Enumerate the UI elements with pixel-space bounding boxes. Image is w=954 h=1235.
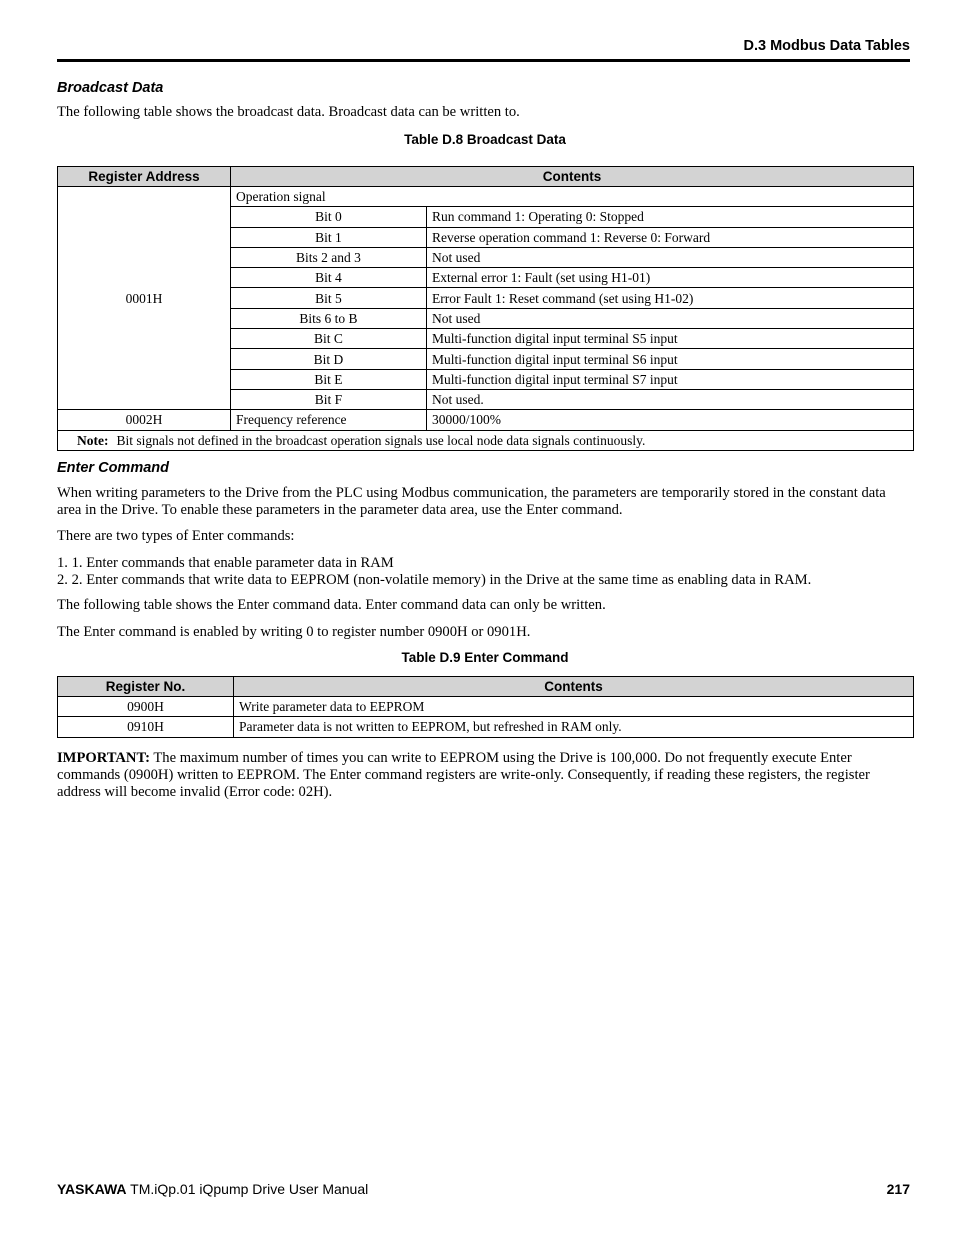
column-header-register-no: Register No. [58, 677, 234, 697]
bit-cell: Bit 0 [231, 207, 427, 227]
table-row [58, 410, 914, 430]
footer-manual: TM.iQp.01 iQpump Drive User Manual [130, 1181, 369, 1197]
enter-command-heading: Enter Command [57, 460, 169, 476]
contents-cell: Parameter data is not written to EEPROM, but refreshed in RAM only. [234, 717, 914, 737]
column-header-register-address: Register Address [58, 167, 231, 187]
contents-cell: Write parameter data to EEPROM [234, 697, 914, 717]
enter-para-1: When writing parameters to the Drive from the PLC using Modbus communication, the parameters are temporarily stored in the constant data area in the Drive. To enable these parameters in the parameter data area, use the Enter command. [57, 485, 886, 518]
bit-description-cell: Run command 1: Operating 0: Stopped [427, 207, 914, 227]
enter-para-2: There are two types of Enter commands: [57, 528, 295, 544]
table-d9-caption: Table D.9 Enter Command [401, 650, 569, 665]
bit-cell: Bit F [231, 389, 427, 409]
column-header-contents: Contents [234, 677, 914, 697]
register-no-cell: 0910H [58, 717, 234, 737]
note-text: Bit signals not defined in the broadcast operation signals use local node data signals continuously. [116, 432, 646, 448]
table-row [58, 717, 914, 737]
frequency-reference-value: 30000/100% [427, 410, 914, 430]
bit-description-cell: Not used [427, 247, 914, 267]
bit-cell: Bits 2 and 3 [231, 247, 427, 267]
section-title: D.3 Modbus Data Tables [743, 38, 910, 54]
table-row [58, 187, 914, 207]
bit-description-cell: Not used. [427, 389, 914, 409]
register-address-cell: 0001H [58, 187, 231, 410]
bit-cell: Bit 4 [231, 268, 427, 288]
broadcast-heading: Broadcast Data [57, 80, 164, 96]
enter-para-3: The following table shows the Enter command data. Enter command data can only be written. [57, 597, 606, 613]
operation-signal-cell: Operation signal [231, 187, 914, 207]
table-note [58, 430, 914, 450]
header-rule [57, 59, 910, 62]
enter-para-4: The Enter command is enabled by writing 0 to register number 0900H or 0901H. [57, 624, 531, 640]
bit-description-cell: Not used [427, 308, 914, 328]
register-address-cell: 0002H [58, 410, 231, 430]
important-label: IMPORTANT: [57, 750, 150, 766]
bit-description-cell: Reverse operation command 1: Reverse 0: Forward [427, 227, 914, 247]
bit-description-cell: Multi-function digital input terminal S5 input [427, 329, 914, 349]
broadcast-data-table [57, 166, 914, 451]
list-item: 1. 1. Enter commands that enable parameter data in RAM [57, 555, 394, 571]
table-row [58, 697, 914, 717]
footer-brand: YASKAWA [57, 1181, 127, 1197]
table-d8-caption: Table D.8 Broadcast Data [404, 132, 566, 147]
important-paragraph [57, 750, 913, 801]
bit-cell: Bit 5 [231, 288, 427, 308]
bit-description-cell: External error 1: Fault (set using H1-01) [427, 268, 914, 288]
list-item: 2. 2. Enter commands that write data to EEPROM (non-volatile memory) in the Drive at the same time as enabling data in RAM. [57, 572, 812, 588]
register-no-cell: 0900H [58, 697, 234, 717]
bit-cell: Bit 1 [231, 227, 427, 247]
column-header-contents: Contents [231, 167, 914, 187]
note-label: Note: [77, 432, 109, 448]
bit-cell: Bit C [231, 329, 427, 349]
broadcast-intro: The following table shows the broadcast data. Broadcast data can be written to. [57, 104, 520, 120]
important-text: The maximum number of times you can write to EEPROM using the Drive is 100,000. Do not frequently execute Enter commands (0900H) written to EEPROM. The Enter command registers are write-only. Consequently, if reading these registers, the register address will become invalid (Error code: 02H). [57, 750, 870, 800]
bit-cell: Bit E [231, 369, 427, 389]
table-note-row [58, 430, 914, 450]
bit-cell: Bits 6 to B [231, 308, 427, 328]
bit-cell: Bit D [231, 349, 427, 369]
bit-description-cell: Multi-function digital input terminal S6 input [427, 349, 914, 369]
bit-description-cell: Multi-function digital input terminal S7 input [427, 369, 914, 389]
frequency-reference-label: Frequency reference [231, 410, 427, 430]
enter-command-table [57, 676, 914, 738]
page-number: 217 [886, 1181, 910, 1197]
bit-description-cell: Error Fault 1: Reset command (set using H1-02) [427, 288, 914, 308]
footer-manual-title [57, 1181, 368, 1197]
